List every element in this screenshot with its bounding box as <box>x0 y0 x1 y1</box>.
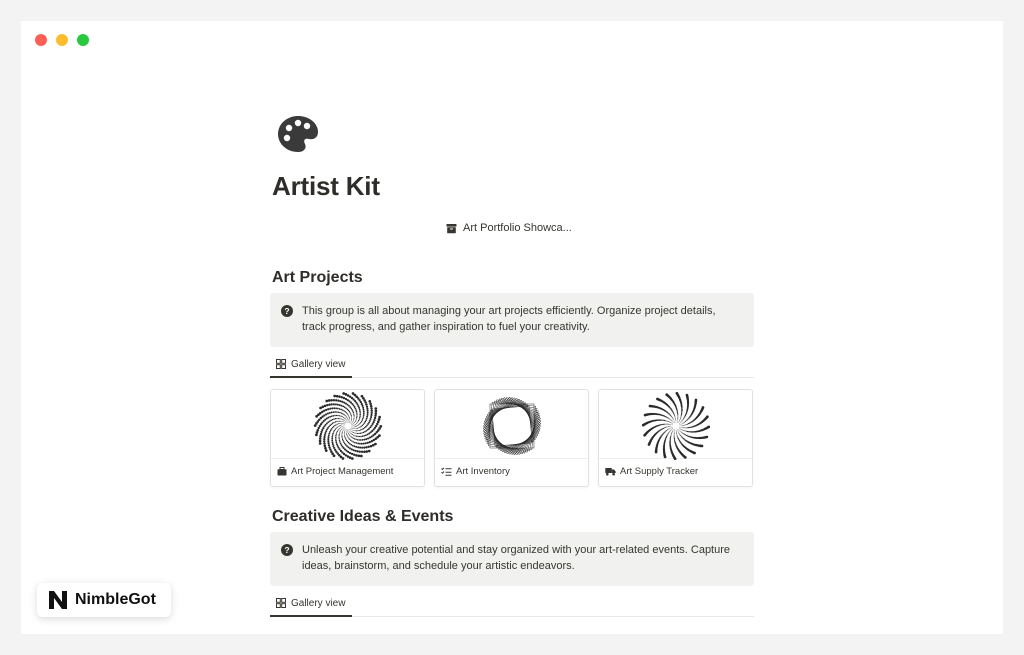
tab-label: Gallery view <box>291 358 346 370</box>
section-title-creative-ideas: Creative Ideas & Events <box>272 508 454 525</box>
linked-page-portfolio[interactable] <box>446 222 572 234</box>
briefcase-icon <box>277 467 287 476</box>
callout-text-line-2: track progress, and gather inspiration to fuel your creativity. <box>302 321 590 333</box>
linked-page-label: Art Portfolio Showca... <box>463 222 572 234</box>
n-logo-icon <box>47 589 69 611</box>
brand-badge[interactable] <box>37 583 171 617</box>
card-title: Art Inventory <box>441 466 510 477</box>
view-tabs-creative-ideas <box>270 591 754 617</box>
checklist-icon <box>441 467 452 476</box>
card-title: Art Project Management <box>277 466 393 477</box>
question-circle-icon <box>281 544 293 556</box>
window-controls <box>35 34 89 46</box>
callout-art-projects <box>270 293 754 347</box>
gallery-grid-icon <box>276 359 286 369</box>
tab-gallery-view[interactable] <box>270 591 352 617</box>
view-tabs-art-projects <box>270 352 754 378</box>
callout-creative-ideas <box>270 532 754 586</box>
palette-icon[interactable] <box>276 113 320 155</box>
page-title: Artist Kit <box>272 171 380 201</box>
gallery-card-art-project-management[interactable] <box>270 389 425 487</box>
minimize-window-button[interactable] <box>56 34 68 46</box>
gallery-grid-icon <box>276 598 286 608</box>
dotted-swirl-cover <box>641 392 711 462</box>
card-cover <box>435 390 588 459</box>
app-window <box>21 21 1003 634</box>
tab-gallery-view[interactable] <box>270 352 352 378</box>
section-title-art-projects: Art Projects <box>272 269 363 286</box>
callout-text-line-1: This group is all about managing your art projects efficiently. Organize project details, <box>302 305 716 317</box>
archive-box-icon <box>446 223 457 234</box>
gallery-art-projects <box>270 389 754 487</box>
question-circle-icon <box>281 305 293 317</box>
callout-text-line-1: Unleash your creative potential and stay organized with your art-related events. Capture <box>302 544 731 556</box>
maximize-window-button[interactable] <box>77 34 89 46</box>
gallery-card-art-supply-tracker[interactable] <box>598 389 753 487</box>
svg-text:?: ? <box>284 306 290 316</box>
twisted-square-cover <box>477 392 547 462</box>
card-title: Art Supply Tracker <box>605 466 698 477</box>
brand-name: NimbleGot <box>75 591 156 608</box>
truck-icon <box>605 467 616 476</box>
close-window-button[interactable] <box>35 34 47 46</box>
gallery-card-art-inventory[interactable] <box>434 389 589 487</box>
dotted-spiral-cover <box>313 392 383 462</box>
callout-text-line-2: ideas, brainstorm, and schedule your artistic endeavors. <box>302 560 575 572</box>
svg-text:?: ? <box>284 545 290 555</box>
card-cover <box>271 390 424 459</box>
card-cover <box>599 390 752 459</box>
tab-label: Gallery view <box>291 597 346 609</box>
